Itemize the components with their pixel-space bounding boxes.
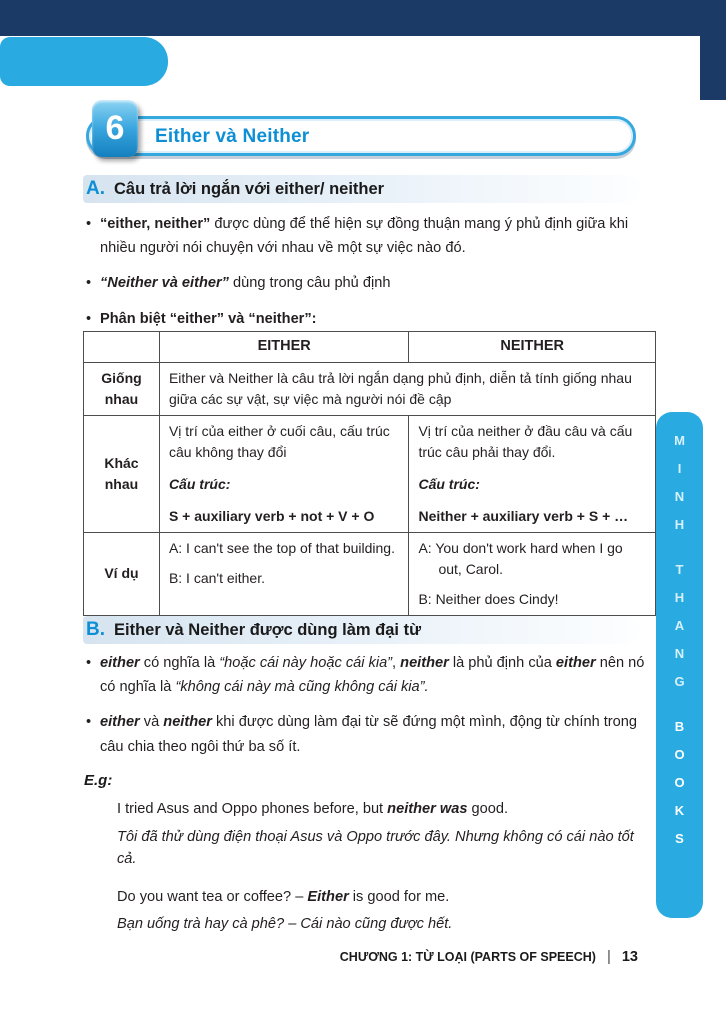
text-segment: là phủ định của: [448, 655, 556, 671]
either-example-b: B: I can't either.: [168, 569, 265, 586]
example-label: E.g:: [84, 772, 113, 789]
text-segment: Bạn uống trà hay cà phê? – Cái nào cũng được hết.: [117, 916, 453, 933]
text-segment: nên nó có nghĩa là: [100, 655, 645, 696]
table-header-row: [84, 332, 656, 363]
section-b-heading: [83, 616, 640, 644]
cell-example-neither: [409, 532, 656, 615]
section-b-title: Either và Neither được dùng làm đại từ: [114, 620, 422, 639]
sidebar-word-books: [674, 720, 684, 845]
bullet-item: [86, 307, 658, 331]
cell-same-content: Either và Neither là câu trả lời ngắn dạng phủ định, diễn tả tính giống nhau giữa các sự vật, sự việc mà người nói đề cập: [159, 362, 655, 415]
sidebar-letter: S: [675, 831, 684, 846]
example-list: [117, 798, 657, 941]
bullet-item: [86, 212, 658, 260]
sidebar-letter: K: [674, 803, 685, 818]
section-a-title: Câu trả lời ngắn với either/ neither: [114, 179, 385, 198]
text-segment: good.: [467, 801, 509, 817]
sidebar-word-thang: [674, 563, 684, 688]
bullet-item: [86, 271, 658, 295]
text-segment: neither was: [387, 801, 468, 817]
text-segment: Phân biệt “either” và “neither”:: [100, 310, 317, 327]
text-segment: “Neither và either”: [100, 275, 229, 292]
sidebar-letter: O: [674, 747, 685, 762]
either-structure-label: Cấu trúc:: [168, 475, 231, 492]
footer-page-number: 13: [621, 948, 638, 965]
sidebar-letter: G: [674, 674, 685, 689]
example-sentence: [117, 798, 657, 821]
column-header-neither: NEITHER: [409, 332, 656, 363]
section-a-label: A.: [86, 178, 105, 199]
section-b-label: B.: [86, 619, 105, 640]
neither-example-b: B: Neither does Cindy!: [418, 590, 559, 607]
cell-example-either: [159, 532, 409, 615]
sidebar-letter: I: [677, 461, 682, 476]
unit-number: 6: [105, 109, 125, 147]
either-position-text: Vị trí của either ở cuối câu, cấu trúc câu không thay đổi: [168, 422, 390, 460]
publisher-sidebar: [656, 412, 703, 918]
example-sentence: [117, 886, 657, 909]
text-segment: Either: [307, 888, 349, 905]
cell-different-either: [159, 415, 409, 532]
text-segment: either: [100, 655, 140, 671]
table-row-different: [84, 415, 656, 532]
text-segment: dùng trong câu phủ định: [228, 275, 391, 292]
neither-position-text: Vị trí của neither ở đầu câu và cấu trúc câu phải thay đổi.: [418, 422, 633, 460]
example-translation: [117, 913, 657, 936]
top-blue-accent-shape: [0, 37, 168, 86]
unit-number-badge: [92, 100, 138, 157]
either-example-a: A: I can't see the top of that building.: [168, 539, 395, 556]
sidebar-word-minh: [674, 434, 685, 531]
sidebar-letter: O: [674, 775, 685, 790]
table-corner-cell: [84, 332, 160, 363]
text-segment: “không cái này mà cũng không cái kia”.: [175, 679, 429, 696]
text-segment: và: [139, 714, 164, 731]
text-segment: được dùng để thể hiện sự đồng thuận mang ý phủ định giữa khi nhiều người nói chuyện với nhau về một sự việc nào đó.: [100, 216, 629, 257]
table-row-example: [84, 532, 656, 615]
row-label-different: Khác nhau: [84, 415, 160, 532]
page-footer: [340, 948, 638, 965]
top-navy-bar: [0, 0, 726, 36]
either-neither-comparison-table: [83, 331, 656, 616]
top-right-navy-strip: [700, 36, 726, 100]
sidebar-letter: A: [674, 618, 685, 633]
text-segment: Do you want tea or coffee? –: [117, 888, 308, 905]
text-segment: “either, neither”: [100, 216, 211, 232]
neither-structure-formula: Neither + auxiliary verb + S + …: [418, 507, 629, 524]
text-segment: Tôi đã thử dùng điện thoại Asus và Oppo trước đây. Nhưng không có cái nào tốt cả.: [117, 828, 634, 868]
footer-separator: |: [606, 948, 611, 965]
text-segment: neither: [400, 655, 449, 671]
row-label-example: Ví dụ: [84, 532, 160, 615]
table-row-same: [84, 362, 656, 415]
sidebar-letter: N: [674, 646, 685, 661]
unit-title-pill: [86, 116, 636, 156]
bullet-item: [86, 651, 658, 699]
text-segment: is good for me.: [348, 888, 450, 905]
sidebar-letter: N: [674, 489, 685, 504]
section-a-heading: [83, 175, 640, 203]
text-segment: neither: [163, 714, 212, 731]
row-label-same: Giống nhau: [84, 362, 160, 415]
bullet-item: [86, 710, 658, 758]
text-segment: either: [100, 714, 140, 731]
example-translation: [117, 826, 657, 871]
text-segment: khi được dùng làm đại từ sẽ đứng một mình, động từ chính trong câu chia theo ngôi thứ ba số ít.: [100, 714, 638, 755]
neither-structure-label: Cấu trúc:: [418, 475, 480, 492]
section-b-bullets: [86, 651, 658, 770]
neither-example-a: A: You don't work hard when I go out, Carol.: [418, 539, 623, 577]
section-a-bullets: [86, 212, 658, 342]
text-segment: I tried Asus and Oppo phones before, but: [117, 801, 388, 817]
text-segment: có nghĩa là: [139, 655, 220, 671]
column-header-either: EITHER: [159, 332, 409, 363]
sidebar-letter: M: [674, 433, 685, 448]
either-structure-formula: S + auxiliary verb + not + V + O: [168, 507, 375, 524]
sidebar-letter: B: [674, 719, 685, 734]
sidebar-letter: H: [674, 517, 685, 532]
cell-different-neither: [409, 415, 656, 532]
unit-title: Either và Neither: [155, 126, 310, 147]
text-segment: “hoặc cái này hoặc cái kia”: [219, 655, 393, 671]
text-segment: ,: [392, 655, 401, 671]
sidebar-letter: H: [674, 590, 685, 605]
text-segment: either: [555, 655, 596, 671]
sidebar-letter: T: [675, 562, 684, 577]
footer-chapter-title: CHƯƠNG 1: TỪ LOẠI (PARTS OF SPEECH): [339, 949, 596, 964]
